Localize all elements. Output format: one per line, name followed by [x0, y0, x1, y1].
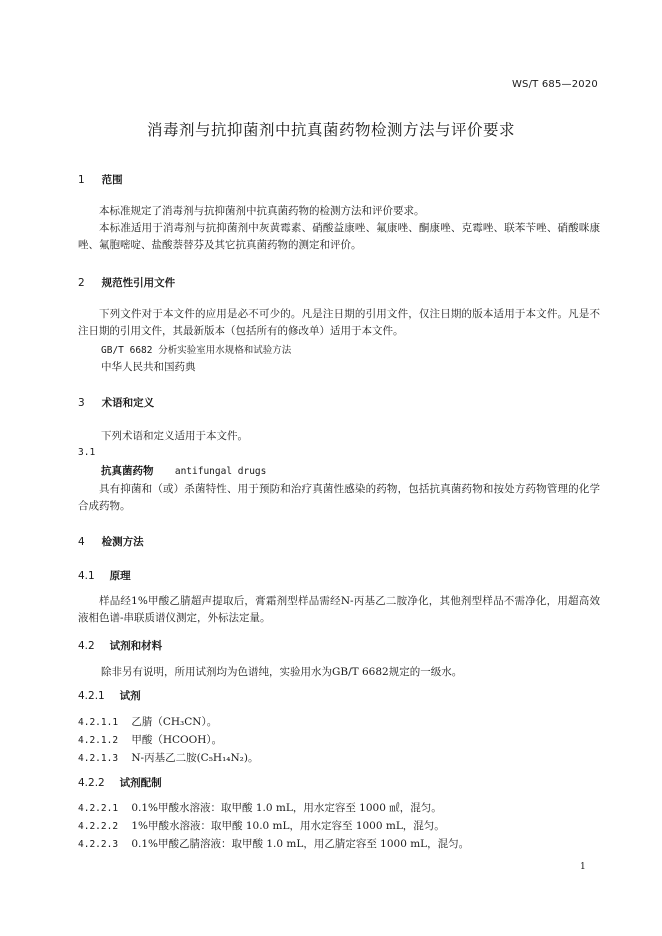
item-number: 4.2.1.2: [78, 735, 119, 746]
term-number-text: 3.1: [78, 447, 96, 458]
section-4-2-1-heading: [78, 688, 141, 703]
normative-reference-1: GB/T 6682 分析实验室用水规格和试验方法: [101, 345, 292, 356]
term-entry: [101, 463, 266, 478]
section-title: 试剂配制: [119, 777, 162, 789]
section-1-heading: [78, 172, 123, 187]
term-chinese: 抗真菌药物: [101, 465, 154, 477]
item-number: 4.2.2.1: [78, 803, 119, 814]
section-title: 范围: [101, 174, 123, 186]
document-title: 消毒剂与抗抑菌剂中抗真菌药物检测方法与评价要求: [146, 121, 515, 139]
section-number: 3: [78, 397, 85, 409]
section-number: 4.2: [78, 640, 95, 652]
item-text: N-丙基乙二胺(C₅H₁₄N₂)。: [131, 752, 259, 764]
section-3-intro: 下列术语和定义适用于本文件。: [101, 430, 248, 442]
section-number: 4.2.2: [78, 777, 105, 789]
section-1-paragraph-2: 本标准适用于消毒剂与抗抑菌剂中灰黄霉素、硝酸益康唑、氟康唑、酮康唑、克霉唑、联苯苄唑、硝酸咪康唑、氟胞嘧啶、盐酸萘替芬及其它抗真菌药物的测定和评价。: [78, 222, 600, 251]
section-number: 4.1: [78, 570, 95, 582]
solution-item: [78, 800, 442, 815]
section-title: 规范性引用文件: [101, 277, 176, 289]
section-4-1-paragraph: 样品经1%甲酸乙腈超声提取后，膏霜剂型样品需经N-丙基乙二胺净化，其他剂型样品不需净化，用超高效液相色谱-串联质谱仪测定，外标法定量。: [78, 595, 600, 624]
reagent-item: [78, 714, 217, 729]
section-title: 检测方法: [101, 536, 144, 548]
standard-code: WS/T 685—2020: [511, 79, 598, 90]
item-number: 4.2.2.2: [78, 821, 119, 832]
section-number: 4.2.1: [78, 690, 105, 702]
section-4-2-2-heading: [78, 775, 162, 790]
section-4-2-heading: [78, 638, 162, 653]
section-title: 试剂: [119, 690, 141, 702]
section-title: 术语和定义: [101, 397, 155, 409]
section-number: 4: [78, 536, 85, 548]
item-number: 4.2.2.3: [78, 839, 119, 850]
section-2-heading: [78, 275, 175, 290]
section-4-1-heading: [78, 568, 131, 583]
section-4-heading: [78, 534, 144, 549]
solution-item: [78, 836, 469, 851]
section-number: 2: [78, 277, 85, 289]
item-text: 0.1%甲酸水溶液：取甲酸 1.0 mL，用水定容至 1000 ㎖，混匀。: [131, 802, 442, 814]
item-text: 0.1%甲酸乙腈溶液：取甲酸 1.0 mL，用乙腈定容至 1000 mL，混匀。: [131, 838, 470, 850]
section-3-heading: [78, 395, 154, 410]
term-english: antifungal drugs: [174, 466, 267, 477]
item-text: 乙腈（CH₃CN）。: [131, 716, 218, 728]
section-title: 原理: [109, 570, 131, 582]
section-4-2-paragraph: 除非另有说明，所用试剂均为色谱纯，实验用水为GB/T 6682规定的一级水。: [101, 666, 463, 678]
reagent-item: [78, 732, 222, 747]
section-1-paragraph-1: 本标准规定了消毒剂与抗抑菌剂中抗真菌药物的检测方法和评价要求。: [99, 205, 425, 217]
item-number: 4.2.1.1: [78, 717, 119, 728]
item-text: 甲酸（HCOOH）。: [131, 734, 223, 746]
reagent-item: [78, 750, 259, 765]
item-text: 1%甲酸水溶液：取甲酸 10.0 mL，用水定容至 1000 mL，混匀。: [131, 820, 445, 832]
section-number: 1: [78, 174, 85, 186]
term-number: [78, 446, 128, 458]
section-title: 试剂和材料: [109, 640, 163, 652]
page-number: 1: [580, 862, 586, 872]
term-definition: 具有抑菌和（或）杀菌特性、用于预防和治疗真菌性感染的药物，包括抗真菌药物和按处方药物管理的化学合成药物。: [78, 483, 600, 512]
item-number: 4.2.1.3: [78, 753, 119, 764]
solution-item: [78, 818, 445, 833]
normative-reference-2: 中华人民共和国药典: [101, 361, 196, 373]
section-2-paragraph: 下列文件对于本文件的应用是必不可少的。凡是注日期的引用文件，仅注日期的版本适用于本文件。凡是不注日期的引用文件，其最新版本（包括所有的修改单）适用于本文件。: [78, 308, 600, 337]
